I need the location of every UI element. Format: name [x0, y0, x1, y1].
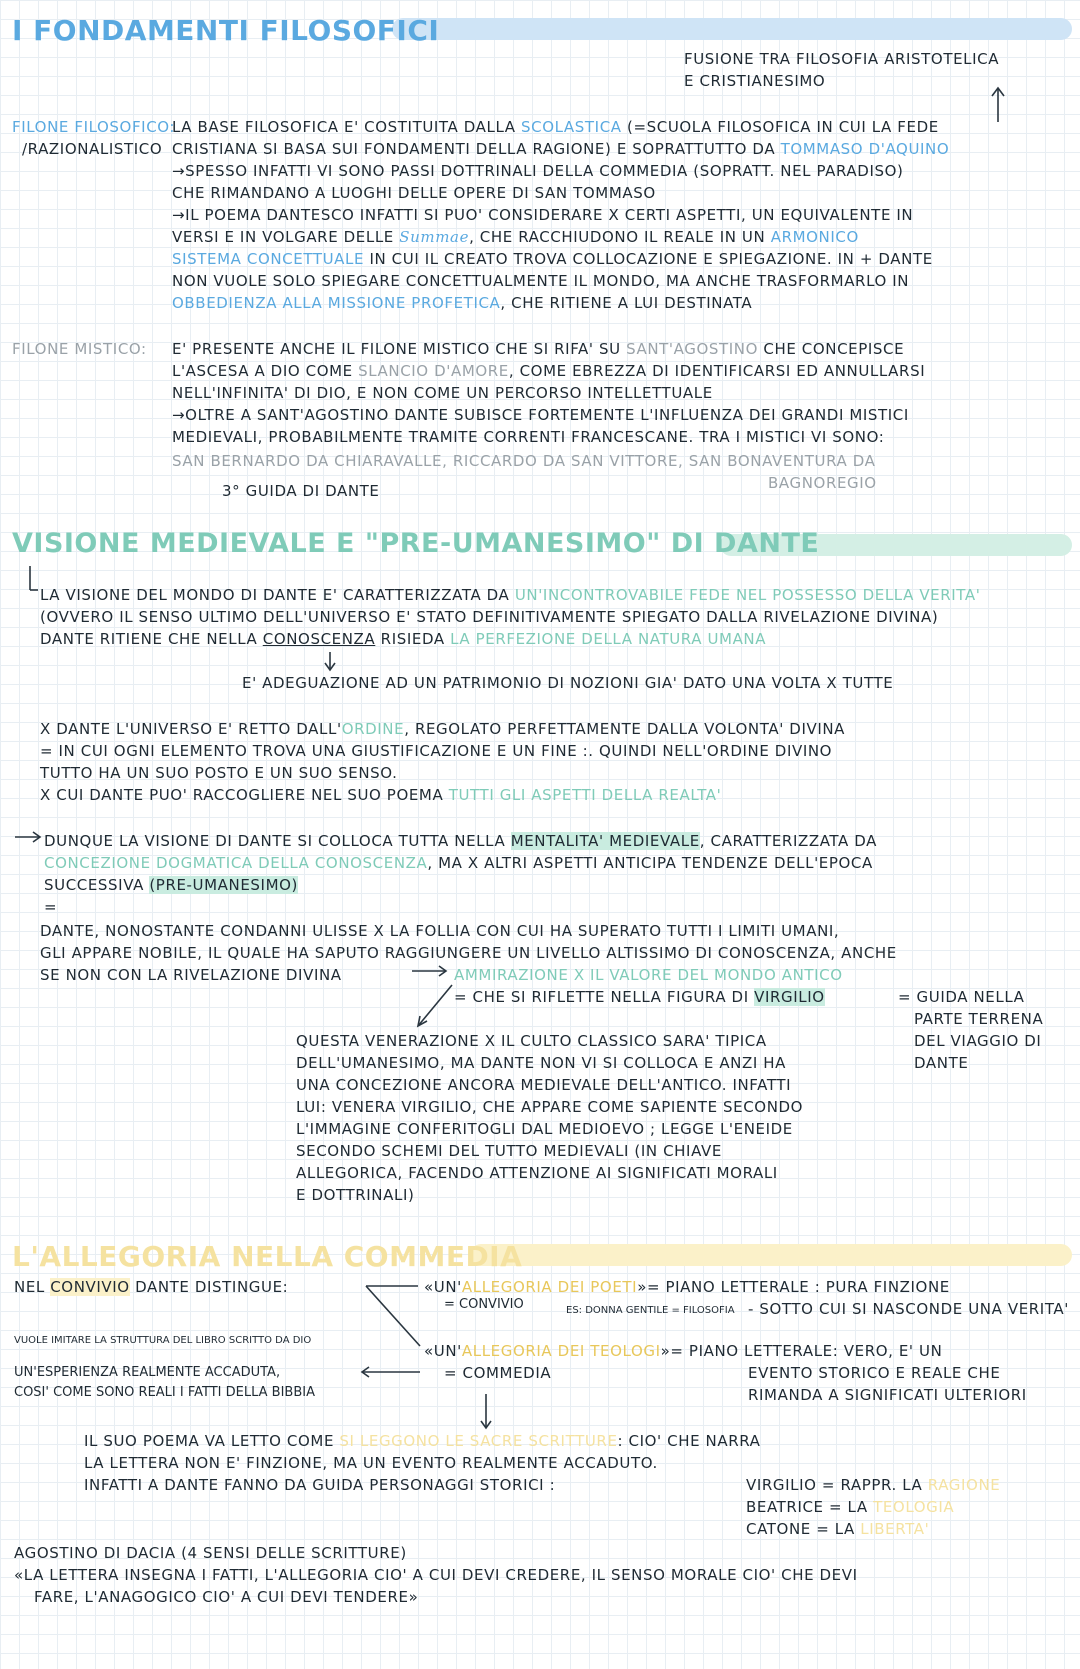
- text-line: RIMANDA A SIGNIFICATI ULTERIORI: [748, 1386, 1027, 1404]
- label-razionalistico: /RAZIONALISTICO: [22, 140, 163, 158]
- guida-line: PARTE TERRENA: [914, 1010, 1044, 1028]
- text-line: VIRGILIO = RAPPR. LA RAGIONE: [746, 1476, 1001, 1494]
- text-line: SECONDO SCHEMI DEL TUTTO MEDIEVALI (IN CHIAVE: [296, 1142, 722, 1160]
- side-note: VUOLE IMITARE LA STRUTTURA DEL LIBRO SCRITTO DA DIO: [14, 1335, 312, 1346]
- text-line: BEATRICE = LA TEOLOGIA: [746, 1498, 955, 1516]
- text-line: →OLTRE A SANT'AGOSTINO DANTE SUBISCE FORTEMENTE L'INFLUENZA DEI GRANDI MISTICI: [172, 406, 909, 424]
- note-fusione-2: E CRISTIANESIMO: [684, 72, 826, 90]
- text-line: BAGNOREGIO: [768, 474, 877, 492]
- text-line: «UN'ALLEGORIA DEI POETI»= PIANO LETTERALE : PURA FINZIONE: [424, 1278, 950, 1296]
- text-line: INFATTI A DANTE FANNO DA GUIDA PERSONAGGI STORICI :: [84, 1476, 556, 1494]
- text-line: AGOSTINO DI DACIA (4 SENSI DELLE SCRITTURE): [14, 1544, 407, 1562]
- text-line: (OVVERO IL SENSO ULTIMO DELL'UNIVERSO E' STATO DEFINITIVAMENTE SPIEGATO DALLA RIVELAZIONE DIVINA): [40, 608, 939, 626]
- text-line: MEDIEVALI, PROBABILMENTE TRAMITE CORRENTI FRANCESCANE. TRA I MISTICI VI SONO:: [172, 428, 885, 446]
- text-line: X DANTE L'UNIVERSO E' RETTO DALL'ORDINE, REGOLATO PERFETTAMENTE DALLA VOLONTA' DIVINA: [40, 720, 846, 738]
- text-line: = COMMEDIA: [444, 1364, 552, 1382]
- text-line: = CHE SI RIFLETTE NELLA FIGURA DI VIRGILIO: [454, 988, 825, 1006]
- guida-line: DANTE: [914, 1054, 969, 1072]
- text-line: DUNQUE LA VISIONE DI DANTE SI COLLOCA TUTTA NELLA MENTALITA' MEDIEVALE, CARATTERIZZATA DA: [44, 832, 877, 850]
- text-line: = IN CUI OGNI ELEMENTO TROVA UNA GIUSTIFICAZIONE E UN FINE :. QUINDI NELL'ORDINE DIVINO: [40, 742, 833, 760]
- text-line: QUESTA VENERAZIONE X IL CULTO CLASSICO SARA' TIPICA: [296, 1032, 767, 1050]
- label-filone-mistico: FILONE MISTICO:: [12, 340, 147, 358]
- text-line: NEL CONVIVIO DANTE DISTINGUE:: [14, 1278, 289, 1296]
- text-line: →IL POEMA DANTESCO INFATTI SI PUO' CONSIDERARE X CERTI ASPETTI, UN EQUIVALENTE IN: [172, 206, 914, 224]
- text-line: SUCCESSIVA (PRE-UMANESIMO): [44, 876, 298, 894]
- side-note: COSI' COME SONO REALI I FATTI DELLA BIBBIA: [14, 1385, 315, 1400]
- text-line: ALLEGORICA, FACENDO ATTENZIONE AI SIGNIFICATI MORALI: [296, 1164, 778, 1182]
- text-line: LA BASE FILOSOFICA E' COSTITUITA DALLA SCOLASTICA (=SCUOLA FILOSOFICA IN CUI LA FEDE: [172, 118, 939, 136]
- text-line: DANTE RITIENE CHE NELLA CONOSCENZA RISIEDA LA PERFEZIONE DELLA NATURA UMANA: [40, 630, 767, 648]
- text-line: LA LETTERA NON E' FINZIONE, MA UN EVENTO REALMENTE ACCADUTO.: [84, 1454, 658, 1472]
- text-line: LUI: VENERA VIRGILIO, CHE APPARE COME SAPIENTE SECONDO: [296, 1098, 804, 1116]
- equals-sign: =: [44, 898, 58, 916]
- text-line: FARE, L'ANAGOGICO CIO' A CUI DEVI TENDERE»: [34, 1588, 419, 1606]
- text-line: IL SUO POEMA VA LETTO COME SI LEGGONO LE SACRE SCRITTURE: CIO' CHE NARRA: [84, 1432, 761, 1450]
- text-line: NELL'INFINITA' DI DIO, E NON COME UN PERCORSO INTELLETTUALE: [172, 384, 713, 402]
- text-line: «LA LETTERA INSEGNA I FATTI, L'ALLEGORIA CIO' A CUI DEVI CREDERE, IL SENSO MORALE CIO' CHE DEVI: [14, 1566, 858, 1584]
- text-line: CATONE = LA LIBERTA': [746, 1520, 930, 1538]
- text-line: E DOTTRINALI): [296, 1186, 415, 1204]
- text-line: TUTTO HA UN SUO POSTO E UN SUO SENSO.: [40, 764, 398, 782]
- text-line: «UN'ALLEGORIA DEI TEOLOGI»= PIANO LETTERALE: VERO, E' UN: [424, 1342, 943, 1360]
- text-line: - SOTTO CUI SI NASCONDE UNA VERITA': [748, 1300, 1069, 1318]
- text-line: AMMIRAZIONE X IL VALORE DEL MONDO ANTICO: [454, 966, 843, 984]
- text-line: X CUI DANTE PUO' RACCOGLIERE NEL SUO POEMA TUTTI GLI ASPETTI DELLA REALTA': [40, 786, 722, 804]
- side-note: UN'ESPERIENZA REALMENTE ACCADUTA,: [14, 1365, 281, 1380]
- section-title-allegoria: L'ALLEGORIA NELLA COMMEDIA: [12, 1240, 523, 1273]
- text-line: EVENTO STORICO E REALE CHE: [748, 1364, 1001, 1382]
- text-line: SISTEMA CONCETTUALE IN CUI IL CREATO TROVA COLLOCAZIONE E SPIEGAZIONE. IN + DANTE: [172, 250, 933, 268]
- text-line: L'ASCESA A DIO COME SLANCIO D'AMORE, COME EBREZZA DI IDENTIFICARSI ED ANNULLARSI: [172, 362, 926, 380]
- text-line: ES: DONNA GENTILE = FILOSOFIA: [566, 1305, 735, 1316]
- text-line: DANTE, NONOSTANTE CONDANNI ULISSE X LA FOLLIA CON CUI HA SUPERATO TUTTI I LIMITI UMANI,: [40, 922, 840, 940]
- text-line: = CONVIVIO: [444, 1297, 524, 1312]
- guida-line: = GUIDA NELLA: [898, 988, 1025, 1006]
- text-line: SAN BERNARDO DA CHIARAVALLE, RICCARDO DA SAN VITTORE, SAN BONAVENTURA DA: [172, 452, 876, 470]
- text-line: VERSI E IN VOLGARE DELLE Summae, CHE RACCHIUDONO IL REALE IN UN ARMONICO: [172, 228, 859, 246]
- text-line: GLI APPARE NOBILE, IL QUALE HA SAPUTO RAGGIUNGERE UN LIVELLO ALTISSIMO DI CONOSCENZA, ANCHE: [40, 944, 897, 962]
- section-title-fondamenti: I FONDAMENTI FILOSOFICI: [12, 14, 440, 47]
- text-line: UNA CONCEZIONE ANCORA MEDIEVALE DELL'ANTICO. INFATTI: [296, 1076, 792, 1094]
- text-line: 3° GUIDA DI DANTE: [222, 482, 380, 500]
- text-line: L'IMMAGINE CONFERITOGLI DAL MEDIOEVO ; LEGGE L'ENEIDE: [296, 1120, 793, 1138]
- text-line: E' ADEGUAZIONE AD UN PATRIMONIO DI NOZIONI GIA' DATO UNA VOLTA X TUTTE: [242, 674, 894, 692]
- note-fusione-1: FUSIONE TRA FILOSOFIA ARISTOTELICA: [684, 50, 1000, 68]
- text-line: CRISTIANA SI BASA SUI FONDAMENTI DELLA RAGIONE) E SOPRATTUTTO DA TOMMASO D'AQUINO: [172, 140, 950, 158]
- text-line: E' PRESENTE ANCHE IL FILONE MISTICO CHE SI RIFA' SU SANT'AGOSTINO CHE CONCEPISCE: [172, 340, 905, 358]
- text-line: CONCEZIONE DOGMATICA DELLA CONOSCENZA, MA X ALTRI ASPETTI ANTICIPA TENDENZE DELL'EPOCA: [44, 854, 873, 872]
- section-title-visione: VISIONE MEDIEVALE E "PRE-UMANESIMO" DI DANTE: [12, 528, 820, 559]
- text-line: CHE RIMANDANO A LUOGHI DELLE OPERE DI SAN TOMMASO: [172, 184, 656, 202]
- text-line: OBBEDIENZA ALLA MISSIONE PROFETICA, CHE RITIENE A LUI DESTINATA: [172, 294, 753, 312]
- guida-line: DEL VIAGGIO DI: [914, 1032, 1042, 1050]
- label-filone-filosofico: FILONE FILOSOFICO:: [12, 118, 176, 136]
- text-line: DELL'UMANESIMO, MA DANTE NON VI SI COLLOCA E ANZI HA: [296, 1054, 787, 1072]
- text-line: SE NON CON LA RIVELAZIONE DIVINA: [40, 966, 342, 984]
- text-line: LA VISIONE DEL MONDO DI DANTE E' CARATTERIZZATA DA UN'INCONTROVABILE FEDE NEL POSSESSO DELLA VERITA': [40, 586, 981, 604]
- text-line: NON VUOLE SOLO SPIEGARE CONCETTUALMENTE IL MONDO, MA ANCHE TRASFORMARLO IN: [172, 272, 910, 290]
- text-line: →SPESSO INFATTI VI SONO PASSI DOTTRINALI DELLA COMMEDIA (SOPRATT. NEL PARADISO): [172, 162, 904, 180]
